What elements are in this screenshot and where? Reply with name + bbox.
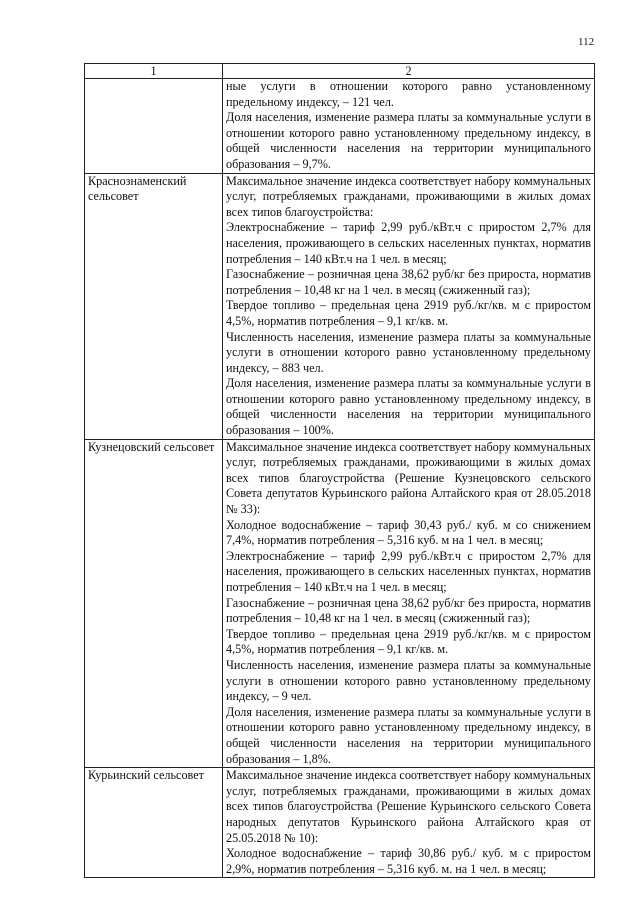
page-number: 112 <box>578 36 595 48</box>
table-row <box>85 768 595 878</box>
paragraph: ные услуги в отношении которого равно установленному предельному индексу, – 121 чел. <box>226 79 591 109</box>
table-header-row <box>85 64 595 79</box>
paragraph: Электроснабжение – тариф 2,99 руб./кВт.ч с приростом 2,7% для населения, проживающего в сельских населенных пунктах, норматив потребления – 140 кВт.ч на 1 чел. в месяц; <box>226 548 591 594</box>
paragraph: Максимальное значение индекса соответствует набору коммунальных услуг, потребляемых гражданами, проживающими в жилых домах всех типов благоустройства (Решение Кузнецовского сельского Совета депутатов Курьинского района Алтайского края от 28.05.2018 № 33): <box>226 439 591 517</box>
paragraph: Максимальное значение индекса соответствует набору коммунальных услуг, потребляемых гражданами, проживающими в жилых домах всех типов благоустройства: <box>226 173 591 219</box>
table-row <box>85 79 595 174</box>
description-cell <box>223 768 595 878</box>
paragraph: Твердое топливо – предельная цена 2919 руб./кг/кв. м с приростом 4,5%, норматив потребления – 9,1 кг/кв. м. <box>226 298 591 328</box>
description-cell <box>223 79 595 174</box>
paragraph: Численность населения, изменение размера платы за коммунальные услуги в отношении которого равно установленному предельному индексу, – 883 чел. <box>226 329 591 375</box>
paragraph: Холодное водоснабжение – тариф 30,86 руб./ куб. м с приростом 2,9%, норматив потребления – 5,316 куб. м. на 1 чел. в месяц; <box>226 846 591 876</box>
paragraph: Холодное водоснабжение – тариф 30,43 руб./ куб. м со снижением 7,4%, норматив потребления – 5,316 куб. м на 1 чел. в месяц; <box>226 517 591 548</box>
column-header-2: 2 <box>223 64 595 79</box>
municipality-cell: Краснознаменский сельсовет <box>85 173 223 439</box>
paragraph: Доля населения, изменение размера платы за коммунальные услуги в отношении которого равно установленному предельному индексу, в общей численности населения на территории муниципального образования – 100%. <box>226 376 591 438</box>
paragraph: Газоснабжение – розничная цена 38,62 руб/кг без прироста, норматив потребления – 10,48 кг на 1 чел. в месяц (сжиженный газ); <box>226 595 591 626</box>
paragraph: Максимальное значение индекса соответствует набору коммунальных услуг, потребляемых гражданами, проживающими в жилых домах всех типов благоустройства (Решение Курьинского сельского Совета народных депутатов Курьинского района Алтайского края от 25.05.2018 № 10): <box>226 768 591 845</box>
index-table <box>84 63 595 878</box>
paragraph: Твердое топливо – предельная цена 2919 руб./кг/кв. м с приростом 4,5%, норматив потребления – 9,1 кг/кв. м. <box>226 626 591 657</box>
paragraph: Численность населения, изменение размера платы за коммунальные услуги в отношении которого равно установленному предельному индексу, – 9 чел. <box>226 657 591 704</box>
paragraph: Газоснабжение – розничная цена 38,62 руб/кг без прироста, норматив потребления – 10,48 кг на 1 чел. в месяц (сжиженный газ); <box>226 267 591 297</box>
paragraph: Доля населения, изменение размера платы за коммунальные услуги в отношении которого равно установленному предельному индексу, в общей численности населения на территории муниципального образования – 1,8%. <box>226 704 591 766</box>
table-row <box>85 439 595 767</box>
description-cell <box>223 439 595 767</box>
municipality-cell: Курьинский сельсовет <box>85 768 223 878</box>
paragraph: Доля населения, изменение размера платы за коммунальные услуги в отношении которого равно установленному предельному индексу, в общей численности населения на территории муниципального образования – 9,7%. <box>226 110 591 171</box>
table-row <box>85 173 595 439</box>
description-cell <box>223 173 595 439</box>
paragraph: Электроснабжение – тариф 2,99 руб./кВт.ч с приростом 2,7% для населения, проживающего в сельских населенных пунктах, норматив потребления – 140 кВт.ч на 1 чел. в месяц; <box>226 220 591 266</box>
municipality-cell <box>85 79 223 174</box>
column-header-1: 1 <box>85 64 223 79</box>
municipality-cell: Кузнецовский сельсовет <box>85 439 223 767</box>
